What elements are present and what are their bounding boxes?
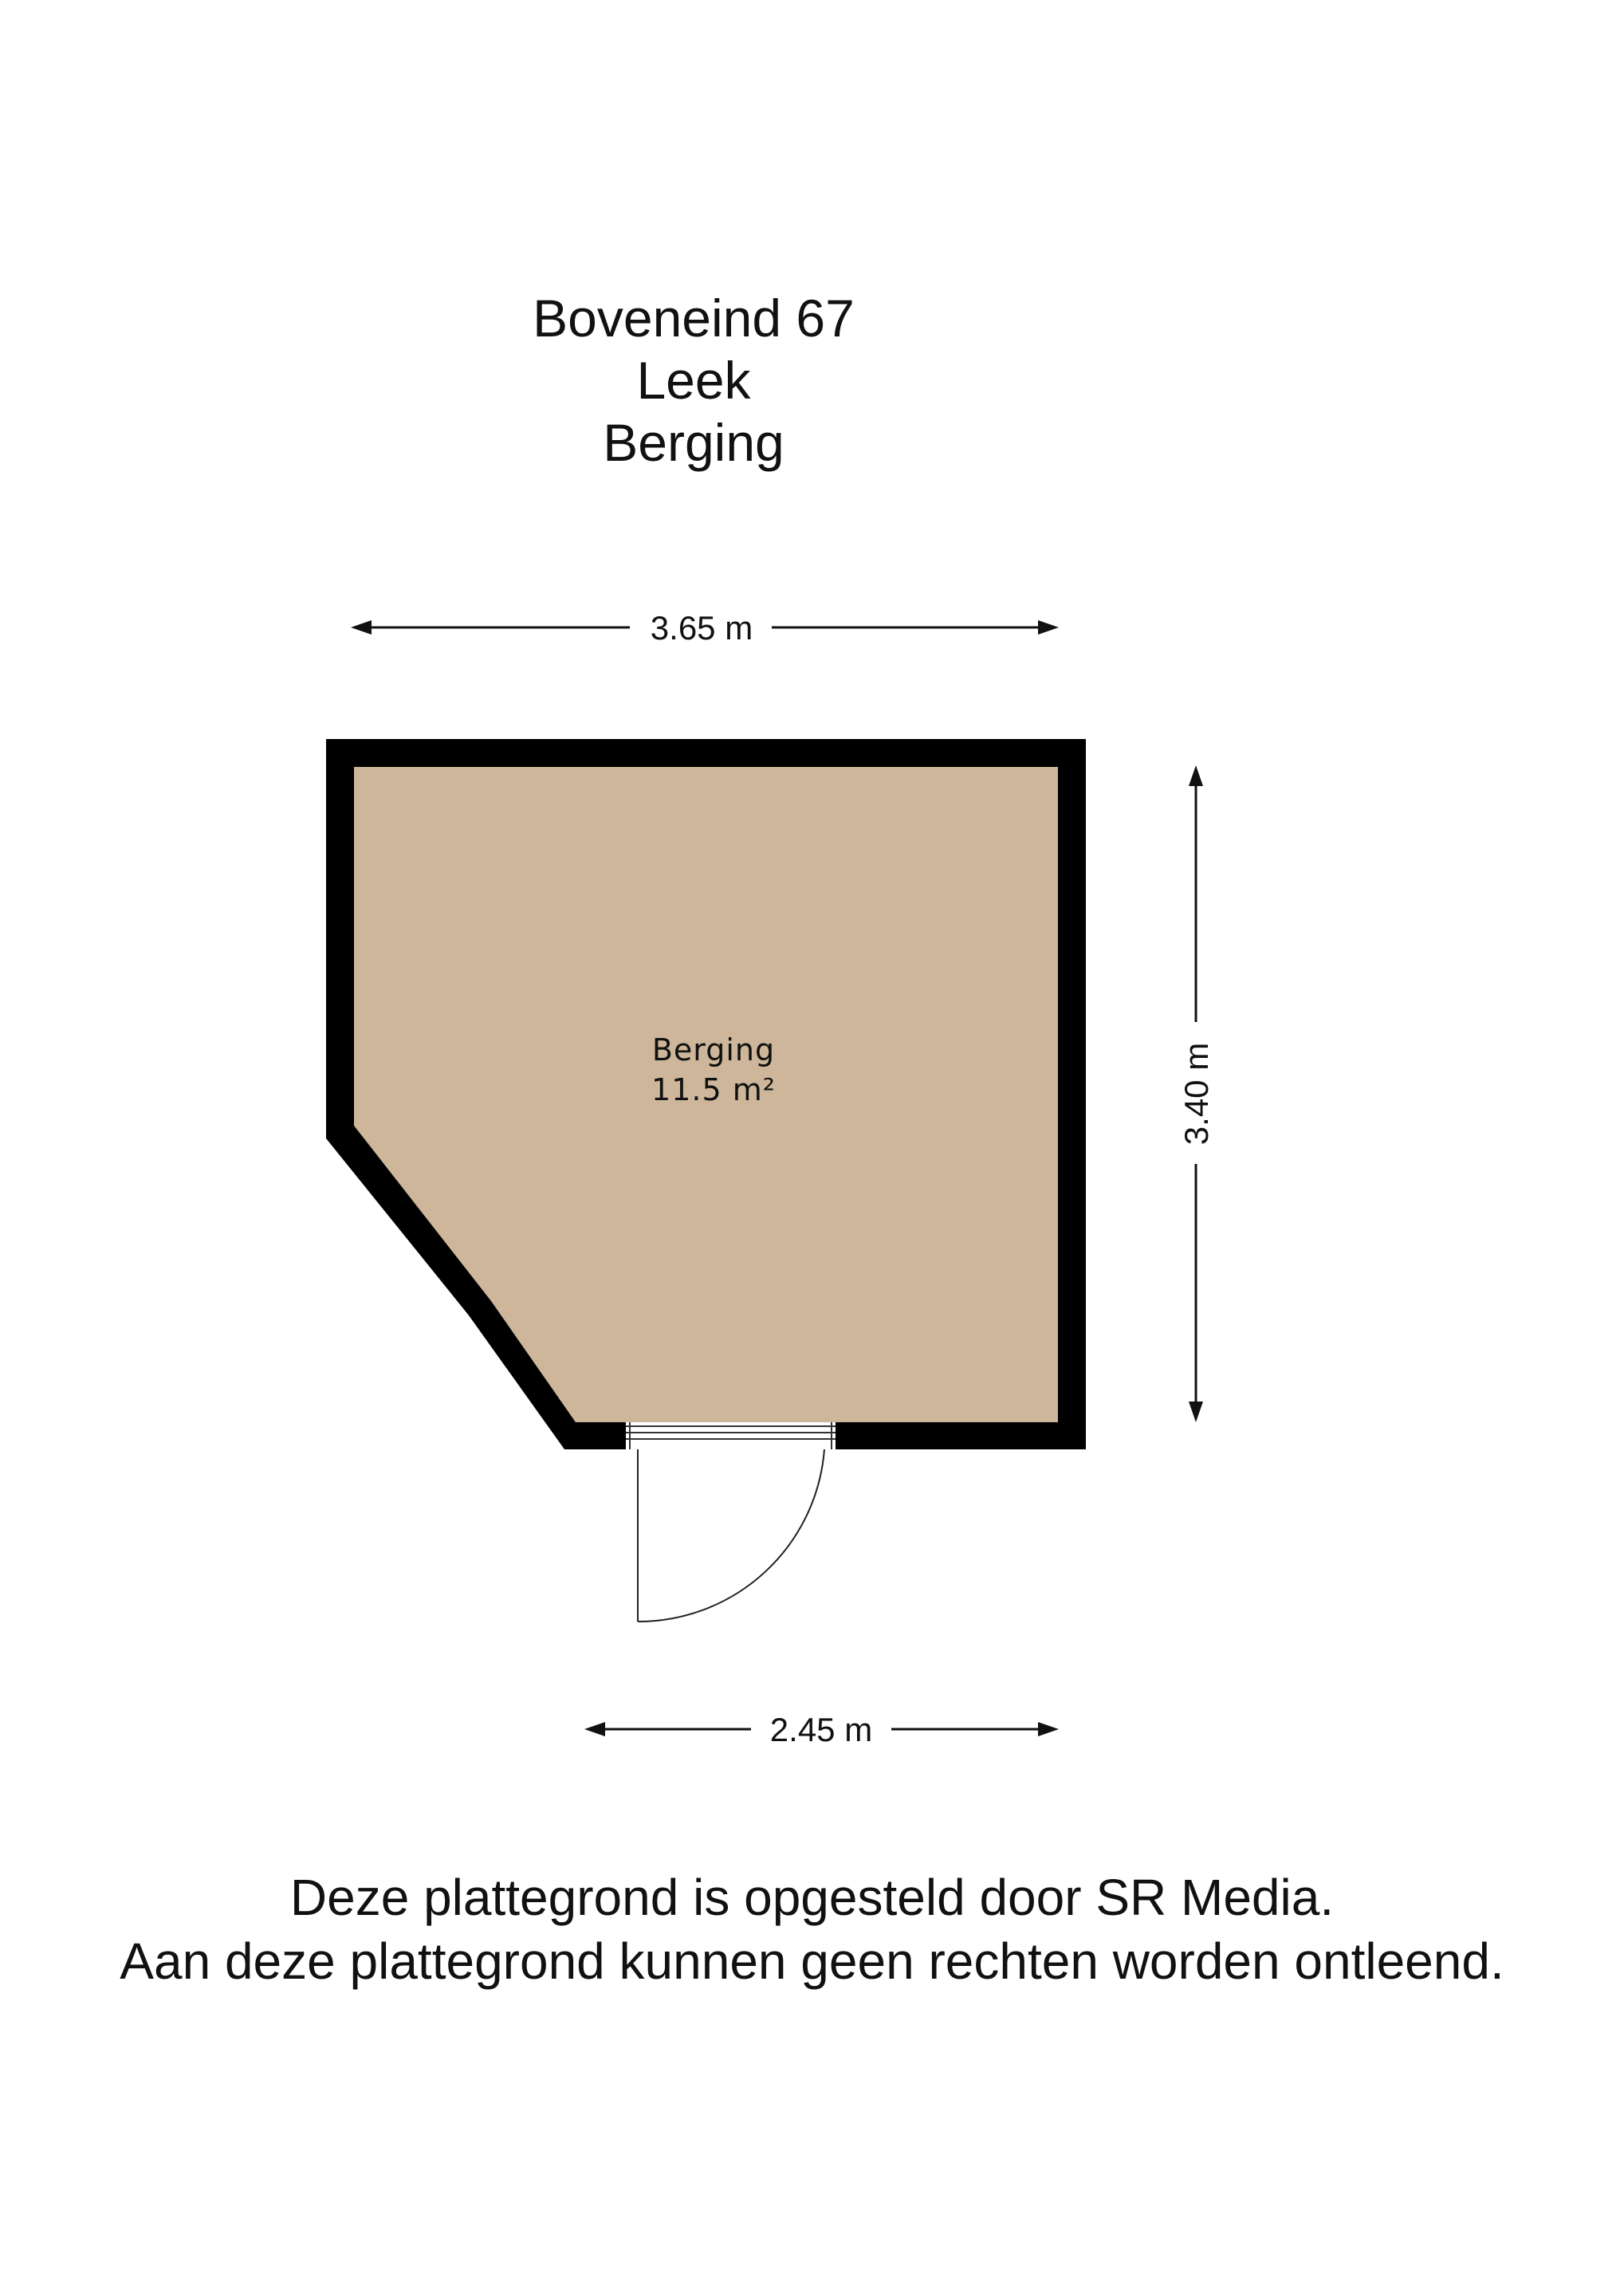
bottom-dimension-arrow-right xyxy=(1038,1722,1059,1736)
address-title: Boveneind 67 xyxy=(533,289,855,348)
door-swing-arc xyxy=(638,1449,824,1622)
top-dimension-arrow-left xyxy=(351,620,372,635)
floor-title: Berging xyxy=(603,413,784,472)
door-swing xyxy=(638,1449,824,1622)
right-dimension-label: 3.40 m xyxy=(1178,1042,1215,1146)
top-dimension-label: 3.65 m xyxy=(650,609,753,647)
room-area-label: 11.5 m² xyxy=(651,1072,776,1107)
top-dimension-arrow-right xyxy=(1038,620,1059,635)
right-dimension xyxy=(1178,765,1215,1422)
disclaimer-line-1: Deze plattegrond is opgesteld door SR Media. xyxy=(289,1869,1335,1926)
door-threshold xyxy=(626,1422,836,1449)
bottom-dimension-label: 2.45 m xyxy=(769,1711,873,1748)
disclaimer xyxy=(0,1866,1624,1993)
bottom-dimension-arrow-left xyxy=(584,1722,605,1736)
city-title: Leek xyxy=(636,351,751,410)
right-dimension-arrow-bottom xyxy=(1189,1402,1203,1422)
bottom-dimension xyxy=(584,1711,1059,1748)
top-dimension xyxy=(351,609,1059,647)
room-name-label: Berging xyxy=(651,1032,776,1067)
disclaimer-line-2: Aan deze plattegrond kunnen geen rechten worden ontleend. xyxy=(120,1932,1504,1990)
right-dimension-arrow-top xyxy=(1189,765,1203,786)
